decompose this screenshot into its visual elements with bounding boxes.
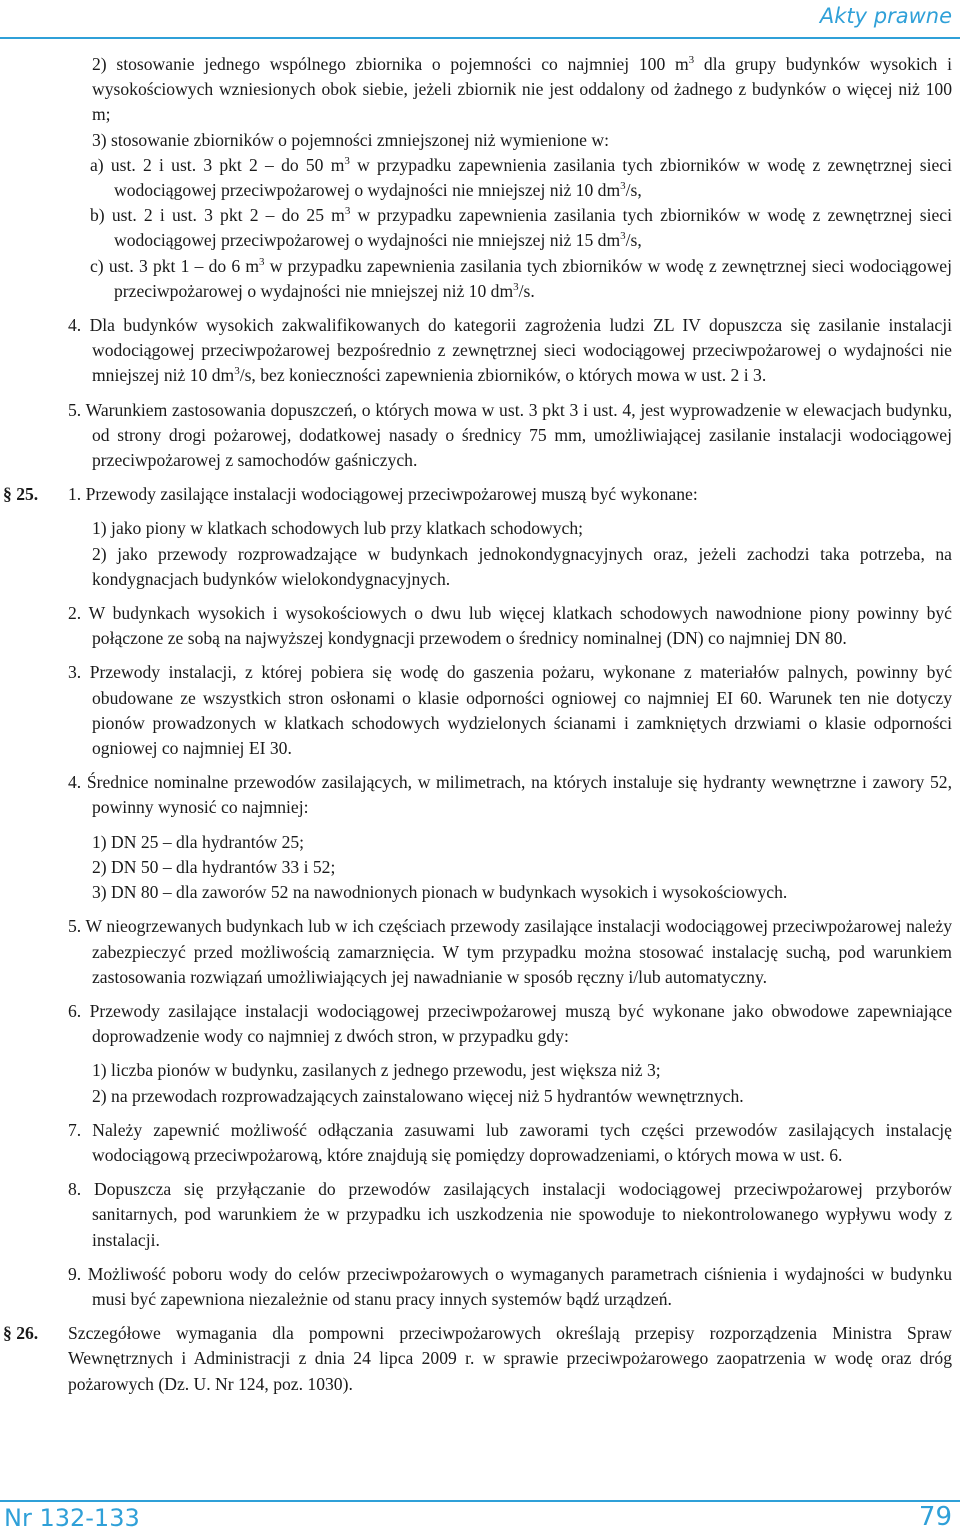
paragraph-4: 4. Dla budynków wysokich zakwalifikowanych do kategorii zagrożenia ludzi ZL IV dopuszcza się zasilanie instalacji wodociągowej przeciwpożarowej bezpośrednio z zewnętrznej sieci wodociągowej przeciwpożarowej o wydajności nie mniejszej niż 10 $dm^3/s$, bez konieczności zapewnienia zbiorników, o których mowa w ust. 2 i 3. xyxy=(68,315,952,386)
footer-rule xyxy=(0,1500,960,1502)
item-3c: c) ust. 3 pkt 1 – do 6 $m^3$ w przypadku zapewnienia zasilania tych zbiorników w wodę z zewnętrznej sieci wodociągowej przeciwpożarowej o wydajności nie mniejszej niż 10 $dm^3/s$. xyxy=(90,255,953,301)
section-26-text: § 26. Szczegółowe wymagania dla pompowni przeciwpożarowych określają przepisy rozporządzenia Ministra Spraw Wewnętrznych i Administracji z dnia 24 lipca 2009 r. w sprawie przeciwpożarowego zaopatrzenia w wodę oraz dróg pożarowych (Dz. U. Nr 124, poz. 1030). xyxy=(3,1323,952,1394)
running-title: Akty prawne xyxy=(819,4,952,28)
header-rule xyxy=(0,37,960,39)
item-2: 2) stosowanie jednego wspólnego zbiornika o pojemności co najmniej 100 $m^3$ dla grupy budynków wysokich i wysokościowych wzniesionych obok siebie, jeżeli zbiornik nie jest oddalony od żadnego z budynków o więcej niż 100 m; xyxy=(92,54,952,125)
section-25-paragraph-6: 6. Przewody zasilające instalacji wodociągowej przeciwpożarowej muszą być wykonane jako obwodowe zapewniające doprowadzenie wody co najmniej z dwóch stron, w przypadku gdy: xyxy=(68,1000,952,1047)
paragraph-5: 5. Warunkiem zastosowania dopuszczeń, o których mowa w ust. 3 pkt 3 i ust. 4, jest wyprowadzenie w elewacjach budynku, od strony drogi pożarowej, dodatkowej nasady o średnicy 75 mm, umożliwiającej zasilanie instalacji wodociągowej przeciwpożarowej z samochodów gaśniczych. xyxy=(68,399,952,471)
page-number: 79 xyxy=(918,1502,952,1532)
section-25-item-2: 2) jako przewody rozprowadzające w budynkach jednokondygnacyjnych oraz, jeżeli zachodzi taka potrzeba, na kondygnacjach budynków wielokondygnacyjnych. xyxy=(92,543,952,589)
section-25-4-item-3: 3) DN 80 – dla zaworów 52 na nawodnionych pionach w budynkach wysokich i wysokościowych. xyxy=(92,882,788,903)
section-25-6-item-2: 2) na przewodach rozprowadzających zainstalowano więcej niż 5 hydrantów wewnętrznych. xyxy=(92,1085,744,1106)
section-25-4-item-1: 1) DN 25 – dla hydrantów 25; xyxy=(92,831,305,852)
item-3a: a) ust. 2 i ust. 3 pkt 2 – do 50 $m^3$ w przypadku zapewnienia zasilania tych zbiorników w wodę z zewnętrznej sieci wodociągowej przeciwpożarowej o wydajności nie mniejszej niż 10 $dm^3/s$, xyxy=(90,154,953,201)
section-25-paragraph-1: § 25. 1. Przewody zasilające instalacji wodociągowej przeciwpożarowej muszą być wykonane: xyxy=(0,482,960,507)
section-25-paragraph-3: 3. Przewody instalacji, z której pobiera się wodę do gaszenia pożaru, wykonane z materiałów palnych, powinny być obudowane ze wszystkich stron osłonami o klasie odporności ogniowej co najmniej EI 60. Warunek ten nie dotyczy pionów prowadzonych w klatkach schodowych wydzielonych ścianami i zamkniętych drzwiami o klasie odporności ogniowej co najmniej EI 30. xyxy=(68,662,952,759)
section-25-paragraph-4: 4. Średnice nominalne przewodów zasilających, w milimetrach, na których instaluje się hydranty wewnętrzne i zawory 52, powinny wynosić co najmniej: xyxy=(68,772,952,818)
section-25-paragraph-9: 9. Możliwość poboru wody do celów przeciwpożarowych o wymaganych parametrach ciśnienia i wydajności w budynku musi być zapewniona niezależnie od stanu pracy innych systemów bądź urządzeń. xyxy=(68,1263,952,1309)
document-body xyxy=(0,52,960,1397)
section-25-paragraph-7: 7. Należy zapewnić możliwość odłączania zasuwami lub zaworami tych części przewodów zasilających instalację wodociągową przeciwpożarową, które znajdują się pomiędzy doprowadzeniami, o których mowa w ust. 6. xyxy=(68,1119,952,1165)
section-25-item-1: 1) jako piony w klatkach schodowych lub przy klatkach schodowych; xyxy=(92,518,584,539)
section-25-4-item-2: 2) DN 50 – dla hydrantów 33 i 52; xyxy=(92,856,336,877)
item-3: 3) stosowanie zbiorników o pojemności zmniejszonej niż wymienione w: xyxy=(92,129,609,150)
page-footer xyxy=(0,1500,960,1537)
section-25-paragraph-2: 2. W budynkach wysokich i wysokościowych o dwu lub więcej klatkach schodowych nawodnione piony powinny być połączone ze sobą na najwyższej kondygnacji przewodem o średnicy nominalnej (DN) co najmniej DN 80. xyxy=(68,603,952,649)
section-26-number: § 26. xyxy=(3,1323,39,1344)
item-3b: b) ust. 2 i ust. 3 pkt 2 – do 25 $m^3$ w przypadku zapewnienia zasilania tych zbiorników w wodę z zewnętrznej sieci wodociągowej przeciwpożarowej o wydajności nie mniejszej niż 15 $dm^3/s$, xyxy=(90,205,952,251)
section-25-number: § 25. xyxy=(3,484,39,505)
issue-number: Nr 132-133 xyxy=(4,1504,140,1532)
section-25-paragraph-5: 5. W nieogrzewanych budynkach lub w ich częściach przewody zasilające instalacji wodociągowej przeciwpożarowej należy zabezpieczyć przed możliwością zamarznięcia. W tym przypadku można stosować instalację suchą, pod warunkiem zastosowania rozwiązań umożliwiających jej nawadnianie w sposób ręczny i/lub automatyczny. xyxy=(68,916,952,987)
page-header xyxy=(0,0,960,40)
section-25-paragraph-8: 8. Dopuszcza się przyłączanie do przewodów zasilających instalacji wodociągowej przeciwpożarowej przyborów sanitarnych, pod warunkiem że w przypadku ich uszkodzenia nie spowoduje to niekontrolowanego wypływu wody z instalacji. xyxy=(68,1179,952,1250)
section-25-6-item-1: 1) liczba pionów w budynku, zasilanych z jednego przewodu, jest większa niż 3; xyxy=(92,1060,661,1081)
